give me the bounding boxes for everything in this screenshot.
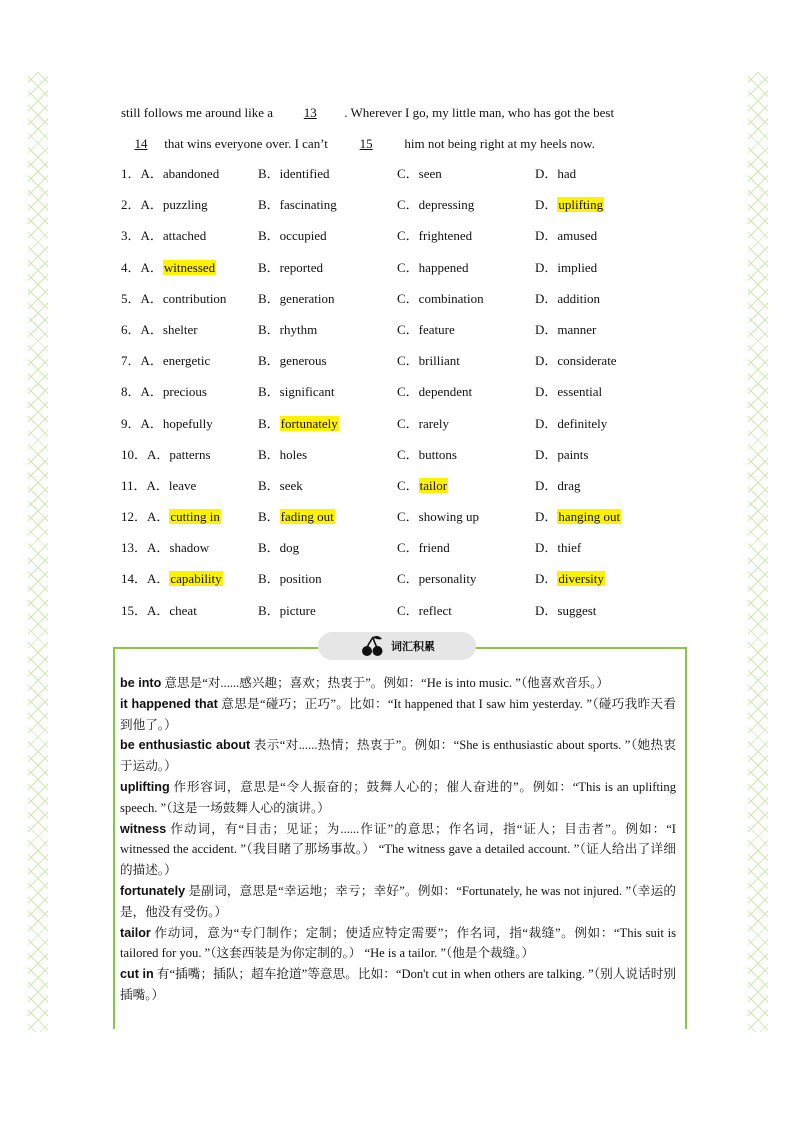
vocab-term: fortunately bbox=[120, 883, 186, 898]
highlighted-answer: tailor bbox=[419, 477, 448, 493]
question-row-13 bbox=[121, 539, 721, 570]
option-c: C．combination bbox=[397, 290, 484, 306]
highlighted-answer: capability bbox=[170, 571, 222, 587]
option-b: B．identified bbox=[258, 166, 330, 181]
option-d: D．considerate bbox=[535, 353, 617, 369]
question-row-9 bbox=[121, 415, 721, 446]
option-b: B．fading out bbox=[258, 509, 334, 525]
option-b: B．picture bbox=[258, 602, 316, 618]
option-b: B．fascinating bbox=[258, 197, 337, 213]
option-b: B．dog bbox=[258, 540, 300, 556]
highlighted-answer: fading out bbox=[280, 509, 334, 525]
option-a: 3．A．attached bbox=[121, 228, 207, 244]
vocab-definition: 有“插嘴；插队；超车抢道”等意思。比如：“Don't cut in when others are talking. ”（别人说话时别插嘴。） bbox=[120, 967, 676, 1002]
option-d: D．addition bbox=[535, 290, 600, 306]
question-row-7 bbox=[121, 352, 721, 383]
option-c: C．tailor bbox=[397, 477, 448, 493]
option-c: C．frightened bbox=[397, 228, 473, 244]
option-a: 7．A．energetic bbox=[121, 353, 211, 369]
vocab-content bbox=[120, 673, 676, 1006]
passage-line-1 bbox=[121, 104, 614, 122]
vocab-entry bbox=[120, 777, 676, 819]
option-a: 15．A．cheat bbox=[121, 602, 197, 618]
option-b: B．occupied bbox=[258, 228, 327, 244]
vocab-definition: 意思是“对......感兴趣；喜欢；热衷于”。例如：“He is into music. ”（他喜欢音乐。） bbox=[161, 676, 610, 690]
option-d: D．definitely bbox=[535, 415, 608, 431]
question-row-3 bbox=[121, 227, 721, 258]
option-a: 13．A．shadow bbox=[121, 540, 210, 556]
question-row-12 bbox=[121, 508, 721, 539]
option-d: D．manner bbox=[535, 321, 597, 337]
option-a: 4．A．witnessed bbox=[121, 259, 216, 275]
question-row-11 bbox=[121, 477, 721, 508]
option-d: D．paints bbox=[535, 446, 589, 462]
vocab-entry bbox=[120, 964, 676, 1006]
highlighted-answer: hanging out bbox=[558, 509, 621, 525]
option-d: D．implied bbox=[535, 259, 598, 275]
option-b: B．generous bbox=[258, 353, 327, 369]
passage-text: still follows me around like a bbox=[121, 105, 277, 120]
option-a: 12．A．cutting in bbox=[121, 509, 220, 525]
option-c: C．depressing bbox=[397, 197, 475, 213]
option-b: B．seek bbox=[258, 477, 303, 493]
option-d: D．amused bbox=[535, 228, 598, 244]
question-row-4 bbox=[121, 259, 721, 290]
option-c: C．reflect bbox=[397, 602, 452, 618]
question-row-8 bbox=[121, 383, 721, 414]
highlighted-answer: cutting in bbox=[170, 509, 220, 525]
vocab-entry bbox=[120, 881, 676, 923]
vocab-term: it happened that bbox=[120, 696, 218, 711]
passage-text: . Wherever I go, my little man, who has got the best bbox=[344, 105, 615, 120]
option-d: D．uplifting bbox=[535, 197, 604, 213]
option-a: 11．A．leave bbox=[121, 477, 197, 493]
option-c: C．feature bbox=[397, 321, 455, 337]
vocab-definition: 作动词，有“目击；见证；为......作证”的意思；作名词，指“证人；目击者”。例如：“I witnessed the accident. ”（我目睹了那场事故。） “The witness gave a detailed account. ”（证人给出了详细的描述。） bbox=[120, 821, 676, 878]
option-b: B．fortunately bbox=[258, 415, 338, 431]
question-row-15 bbox=[121, 602, 721, 633]
question-row-2 bbox=[121, 196, 721, 227]
option-b: B．holes bbox=[258, 446, 308, 462]
option-c: C．dependent bbox=[397, 384, 473, 400]
vocab-entry bbox=[120, 694, 676, 736]
option-b: B．significant bbox=[258, 384, 335, 400]
option-c: C．personality bbox=[397, 571, 477, 587]
option-b: B．rhythm bbox=[258, 321, 318, 337]
option-b: B．generation bbox=[258, 290, 335, 306]
vocab-term: witness bbox=[120, 821, 167, 836]
question-row-10 bbox=[121, 446, 721, 477]
vocab-section-tab bbox=[318, 632, 476, 660]
option-a: 1．A．abandoned bbox=[121, 166, 220, 181]
option-d: D．had bbox=[535, 166, 577, 181]
option-d: D．suggest bbox=[535, 602, 597, 618]
option-a: 6．A．shelter bbox=[121, 321, 198, 337]
passage-text: that wins everyone over. I can’t bbox=[161, 136, 332, 151]
option-c: C．happened bbox=[397, 259, 469, 275]
blank-14: 14 bbox=[134, 136, 148, 151]
option-a: 8．A．precious bbox=[121, 384, 207, 400]
option-a: 9．A．hopefully bbox=[121, 415, 213, 431]
option-a: 10．A．patterns bbox=[121, 446, 211, 462]
blank-13: 13 bbox=[303, 105, 317, 120]
decorative-border-left bbox=[28, 72, 48, 1032]
options-list bbox=[121, 165, 721, 633]
vocab-entry bbox=[120, 735, 676, 777]
decorative-border-right bbox=[748, 72, 768, 1032]
option-d: D．hanging out bbox=[535, 509, 621, 525]
option-a: 2．A．puzzling bbox=[121, 197, 208, 213]
highlighted-answer: diversity bbox=[558, 571, 604, 587]
option-d: D．thief bbox=[535, 540, 582, 556]
vocab-term: uplifting bbox=[120, 779, 170, 794]
option-c: C．showing up bbox=[397, 509, 479, 525]
vocab-definition: 是副词，意思是“幸运地；幸亏；幸好”。例如：“Fortunately, he was not injured. ”（幸运的是，他没有受伤。） bbox=[120, 883, 676, 919]
option-a: 14．A．capability bbox=[121, 571, 222, 587]
vocab-definition: 表示“对......热情；热衷于”。例如：“She is enthusiastic about sports. ”（她热衷于运动。） bbox=[120, 738, 676, 774]
option-c: C．rarely bbox=[397, 415, 449, 431]
option-b: B．position bbox=[258, 571, 322, 587]
question-row-1 bbox=[121, 165, 721, 196]
vocab-term: tailor bbox=[120, 925, 151, 940]
highlighted-answer: uplifting bbox=[558, 197, 604, 213]
option-d: D．diversity bbox=[535, 571, 604, 587]
option-c: C．seen bbox=[397, 166, 442, 181]
vocab-term: be enthusiastic about bbox=[120, 738, 251, 753]
cherry-icon bbox=[359, 635, 385, 657]
passage-text: him not being right at my heels now. bbox=[401, 136, 595, 151]
vocab-section-title: 词汇积累 bbox=[391, 640, 435, 653]
question-row-14 bbox=[121, 570, 721, 601]
option-c: C．brilliant bbox=[397, 353, 460, 369]
vocab-entry bbox=[120, 819, 676, 881]
option-c: C．friend bbox=[397, 540, 450, 556]
vocab-term: be into bbox=[120, 676, 162, 690]
passage-line-2 bbox=[121, 135, 595, 153]
option-d: D．essential bbox=[535, 384, 603, 400]
option-b: B．reported bbox=[258, 259, 323, 275]
blank-15: 15 bbox=[359, 136, 373, 151]
vocab-term: cut in bbox=[120, 967, 154, 982]
question-row-5 bbox=[121, 290, 721, 321]
vocab-definition: 作形容词，意思是“令人振奋的；鼓舞人心的；催人奋进的”。例如：“This is an uplifting speech. ”（这是一场鼓舞人心的演讲。） bbox=[120, 779, 676, 815]
option-c: C．buttons bbox=[397, 446, 457, 462]
option-a: 5．A．contribution bbox=[121, 290, 227, 306]
option-d: D．drag bbox=[535, 477, 581, 493]
highlighted-answer: fortunately bbox=[280, 415, 338, 431]
question-row-6 bbox=[121, 321, 721, 352]
vocab-definition: 意思是“碰巧；正巧”。比如：“It happened that I saw him yesterday. ”（碰巧我昨天看到他了。） bbox=[120, 696, 676, 732]
vocab-entry bbox=[120, 923, 676, 965]
vocab-entry bbox=[120, 673, 676, 694]
highlighted-answer: witnessed bbox=[163, 259, 216, 275]
vocab-definition: 作动词，意为“专门制作；定制；使适应特定需要”；作名词，指“裁缝”。例如：“This suit is tailored for you. ”（这套西装是为你定制的。） “He is a tailor. ”（他是个裁缝。） bbox=[120, 925, 676, 961]
